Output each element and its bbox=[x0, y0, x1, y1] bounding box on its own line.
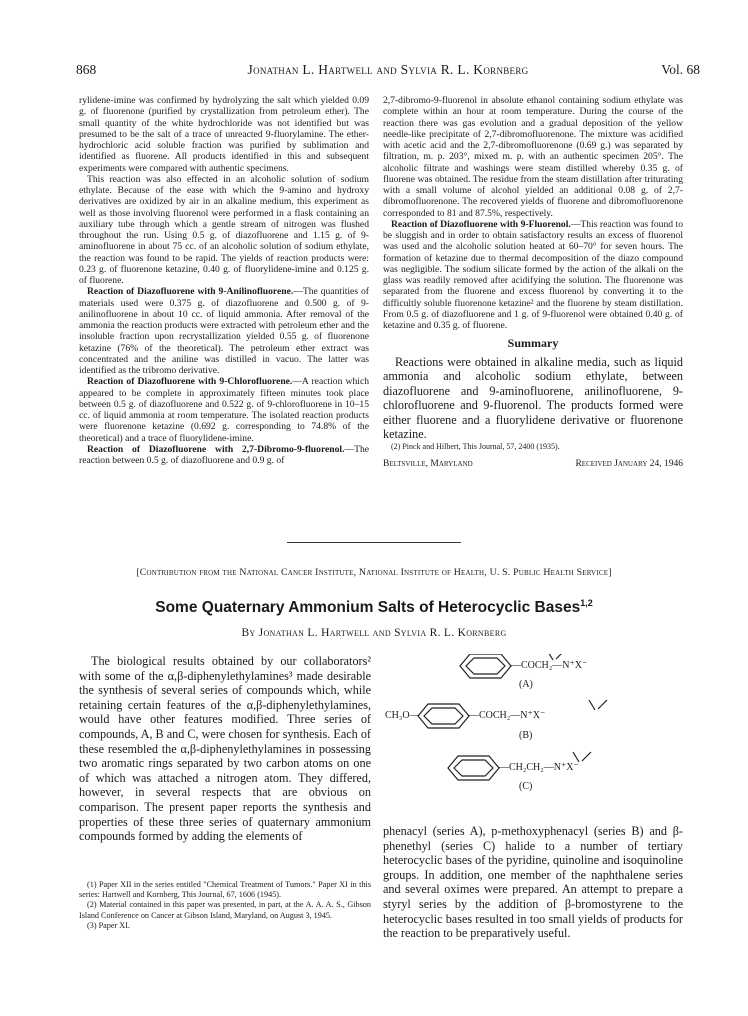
formula-c: —CH₂CH₂—N⁺X⁻ bbox=[499, 762, 579, 773]
paragraph: rylidene-imine was confirmed by hydrolyzing the salt which yielded 0.09 g. of fluorenone (purified by crystallization from petroleum ether). The small quantity of the white hydrochloride was not identified but was presumed to be the salt of a trace of unreacted 9-fluorylamine. The ether-hydrochloric acid soluble fraction was purified by sublimation and identified as fluorene. All products identified in this and subsequent experiments were compared with authentic specimens. bbox=[79, 95, 369, 174]
footnote: (2) Material contained in this paper was presented, in part, at the A. A. A. S., Gibson Island Conference on Cancer at Gibson Island, Maryland, on August 3, 1945. bbox=[79, 900, 371, 920]
formula-b-prefix: CH₃O— bbox=[385, 710, 420, 721]
paragraph: Reaction of Diazofluorene with 9-Chlorofluorene.—A reaction which appeared to be complete in approximately fifteen minutes took place between 0.5 g. of diazofluorene and 0.522 g. of 9-chlorofluorene in 10–15 cc. of liquid ammonia at room temperature. The isolated reaction products were fluorenone ketazine (0.692 g. corresponding to 74.8% of the theoretical) and a trace of fluorylidene-imine. bbox=[79, 376, 369, 444]
contribution-line: [Contribution from the National Cancer Institute, National Institute of Health, U. S. Public Health Service] bbox=[136, 567, 612, 578]
received-date: Received January 24, 1946 bbox=[575, 459, 683, 470]
location: Beltsville, Maryland bbox=[383, 459, 473, 470]
run-in-heading: Reaction of Diazofluorene with 9-Chlorofluorene. bbox=[87, 376, 293, 388]
summary-text: Reactions were obtained in alkaline media, such as liquid ammonia and alcoholic sodium ethylate, between diazofluorene and 9-aminofluorene, anilinofluorene, 9-chlorofluorene and 9-fluorenol. The products formed were either fluorene and a fluorylidene derivative or fluorenone ketazine. bbox=[383, 354, 683, 442]
page-number: 868 bbox=[76, 62, 97, 77]
paragraph: This reaction was also effected in an alcoholic solution of sodium ethylate. Because of the ease with which the 9-amino and hydroxy derivatives are oxidized by air in an alkaline medium, this experiment as well as those involving fluorenol were performed in a flask containing an auxiliary tube through which a gentle stream of nitrogen was flushed throughout the run. Using 0.5 g. of diazofluorene and 1.15 g. of 9-aminofluorene in about 75 cc. of an alcoholic solution of sodium ethylate, the reaction was found to be rapid. The yields of reaction products were: 0.23 g. of fluorenone ketazine, 0.40 g. of fluorylidene-imine and 0.125 g. of fluorene. bbox=[79, 173, 369, 286]
footnote: (1) Paper XII in the series entitled "Chemical Treatment of Tumors." Paper XI in this series: Hartwell and Kornberg, This Journal, 67, 1606 (1945). bbox=[79, 880, 371, 900]
paragraph: Reaction of Diazofluorene with 9-Anilinofluorene.—The quantities of materials used were 0.375 g. of diazofluorene and 0.500 g. of 9-anilinofluorene in about 10 cc. of liquid ammonia. After removal of the ammonia the reaction products were extracted with petroleum ether and the insoluble fraction upon recrystallization yielded 0.55 g. of fluorenone ketazine (76% of the theoretical). The petroleum ether extract was concentrated and the aniline was distilled in vacuo. The latter was identified as the tribromo derivative. bbox=[79, 286, 370, 376]
paragraph: Reaction of Diazofluorene with 9-Fluorenol.—This reaction was found to be sluggish and in order to obtain satisfactory results an excess of fluorenol was used and the alcoholic solution heated at 60–70° for seven hours. The formation of ketazine due to thermal decomposition of the diazo compound was negligible. The sodium silicate formed by the action of the alkali on the glass was readily removed after acidifying the solution. The fluorenone was separated from the fluorene and excess fluorenol by converting it to the difficultly soluble fluorenone ketazine² and the fluorene by steam distillation. From 0.5 g. of diazofluorene and 1 g. of 9-fluorenol were obtained 0.40 g. of ketazine and 0.35 g. of fluorene. bbox=[383, 218, 684, 331]
summary-heading: Summary bbox=[507, 336, 559, 351]
paragraph: The biological results obtained by our collaborators² with some of the α,β-diphenylethylamines³ made desirable the synthesis of several series of compounds which, while retaining certain features of the α,β-diphenylethylamines, would have other features modified. Three series of compounds, A, B and C, were chosen for synthesis. Each of these resembled the α,β-diphenylethylamines in possessing two aromatic rings separated by two carbon atoms on one of which was attached a nitrogen atom. They differed, however, in several respects that are obvious on comparison. The present paper reports the synthesis and properties of these three series of quaternary ammonium compounds formed by adding the elements of bbox=[79, 654, 371, 844]
article-footnotes bbox=[79, 880, 371, 931]
running-header bbox=[76, 62, 700, 80]
label-b: (B) bbox=[519, 730, 533, 741]
run-in-heading: Reaction of Diazofluorene with 2,7-Dibromo-9-fluorenol. bbox=[87, 443, 345, 455]
running-title: Jonathan L. Hartwell and Sylvia R. L. Kornberg bbox=[247, 62, 529, 77]
paragraph: phenacyl (series A), p-methoxyphenacyl (series B) and β-phenethyl (series C) halide to a number of tertiary heterocyclic bases of the pyridine, quinoline and isoquinoline groups. In addition, one member of the naphthalene series and several oximes were prepared. An attempt to prepare a styryl series by the addition of β-bromostyrene to the heterocyclic bases resulted in too small yields of products for the reaction to be preparatively useful. bbox=[383, 824, 683, 941]
received-line bbox=[383, 459, 683, 471]
paragraph: 2,7-dibromo-9-fluorenol in absolute ethanol containing sodium ethylate was complete within an hour at room temperature. During the course of the reaction there was gas evolution and a gradual deposition of the yellow needle-like precipitate of 2,7-dibromofluorenone. The mixture was acidified with acetic acid and the 2,7-dibromofluorenone (0.69 g.) was separated by filtration, m. p. 203°, mixed m. p. with an authentic specimen 205°. The alcoholic filtrate and washings were steam distilled whereby 0.35 g. of fluorene was obtained. The residue from the steam distillation after triturating with a small volume of alcohol yielded an additional 0.08 g. of 2,7-dibromofluorenone. The recovered yields of fluorene and dibromofluorenone corresponded to 81 and 87.5%, respectively. bbox=[383, 95, 683, 219]
formula-a: —COCH₂—N⁺X⁻ bbox=[511, 660, 588, 671]
footnote: (2) Pinck and Hilbert, This Journal, 57, 2400 (1935). bbox=[391, 442, 560, 452]
article-title: Some Quaternary Ammonium Salts of Heterocyclic Bases$^{1,2}$ bbox=[155, 598, 593, 617]
left-text-column bbox=[79, 95, 369, 466]
run-in-heading: Reaction of Diazofluorene with 9-Fluorenol. bbox=[391, 218, 571, 230]
article-body-right bbox=[383, 824, 683, 941]
section-divider bbox=[287, 542, 461, 543]
footnote: (3) Paper XI. bbox=[87, 920, 130, 930]
title-footnote-marks: 1,2 bbox=[580, 598, 593, 608]
paragraph: Reaction of Diazofluorene with 2,7-Dibromo-9-fluorenol.—The reaction between 0.5 g. of diazofluorene and 0.9 g. of bbox=[79, 443, 369, 466]
article-body-left bbox=[79, 654, 371, 844]
label-a: (A) bbox=[519, 679, 533, 690]
run-in-heading: Reaction of Diazofluorene with 9-Anilinofluorene. bbox=[87, 286, 294, 298]
right-text-column bbox=[383, 95, 683, 471]
volume-label: Vol. 68 bbox=[661, 62, 700, 77]
benzene-ring-icons bbox=[383, 654, 683, 824]
formula-b: —COCH₂—N⁺X⁻ bbox=[469, 710, 546, 721]
article-authors: By Jonathan L. Hartwell and Sylvia R. L. Kornberg bbox=[241, 627, 507, 639]
label-c: (C) bbox=[519, 781, 533, 792]
